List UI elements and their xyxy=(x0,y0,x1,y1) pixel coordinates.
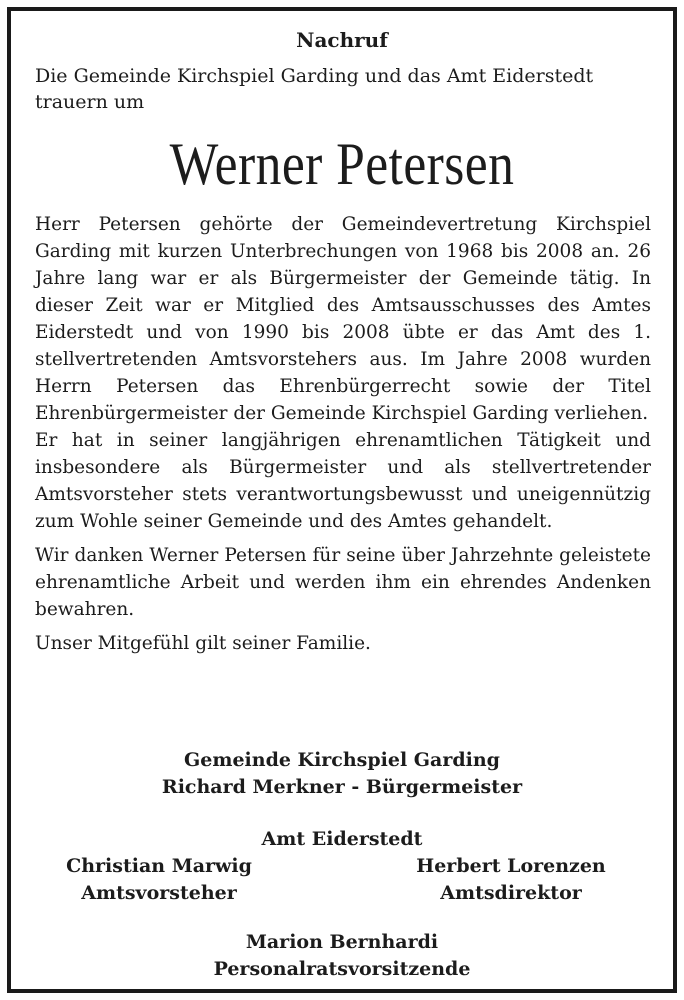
signature-gemeinde-org: Gemeinde Kirchspiel Garding xyxy=(184,749,500,771)
paragraph-career: Herr Petersen gehörte der Gemeindevertretung Kirchspiel Garding mit kurzen Unterbrechungen von 1968 bis 2008 an. 26 Jahre lang war er als Bürgermeister der Gemeinde tätig. In dieser Zeit war er Mitglied des Amtsausschusses des Amtes Eiderstedt und von 1990 bis 2008 übte er das Amt des 1. stellvertretenden Amtsvorstehers aus. Im Jahre 2008 wurden Herrn Petersen das Ehrenbürgerrecht sowie der Titel Ehrenbürgermeister der Gemeinde Kirchspiel Garding verliehen. xyxy=(35,214,651,424)
signature-amt-left-name: Christian Marwig xyxy=(66,855,252,877)
signature-personalrat-title: Personalratsvorsitzende xyxy=(213,958,471,980)
signature-gemeinde-person: Richard Merkner - Bürgermeister xyxy=(161,776,523,798)
intro-line: Die Gemeinde Kirchspiel Garding und das Amt Eiderstedt xyxy=(35,65,594,87)
intro-line: trauern um xyxy=(35,91,145,113)
paragraph-condolence: Unser Mitgefühl gilt seiner Familie. xyxy=(35,633,371,654)
signature-amt-right-name: Herbert Lorenzen xyxy=(416,855,606,877)
signature-personalrat-name: Marion Bernhardi xyxy=(245,931,439,953)
obituary-body xyxy=(35,211,651,657)
deceased-name: Werner Petersen xyxy=(169,131,515,197)
obituary-notice xyxy=(7,7,677,993)
paragraph-thanks: Wir danken Werner Petersen für seine über Jahrzehnte geleistete ehrenamtliche Arbeit und werden ihm ein ehrendes Andenken bewahren. xyxy=(35,545,651,620)
paragraph-service: Er hat in seiner langjährigen ehrenamtlichen Tätigkeit und insbesondere als Bürgermeister und als stellvertretender Amtsvorsteher stets verantwortungsbewusst und uneigennützig zum Wohle seiner Gemeinde und des Amtes gehandelt. xyxy=(35,430,651,532)
signature-amt-left-title: Amtsvorsteher xyxy=(81,882,237,904)
signature-amt-right-title: Amtsdirektor xyxy=(440,882,582,904)
signature-amt-org: Amt Eiderstedt xyxy=(261,828,423,850)
intro-text xyxy=(35,63,651,115)
notice-heading: Nachruf xyxy=(296,28,388,52)
